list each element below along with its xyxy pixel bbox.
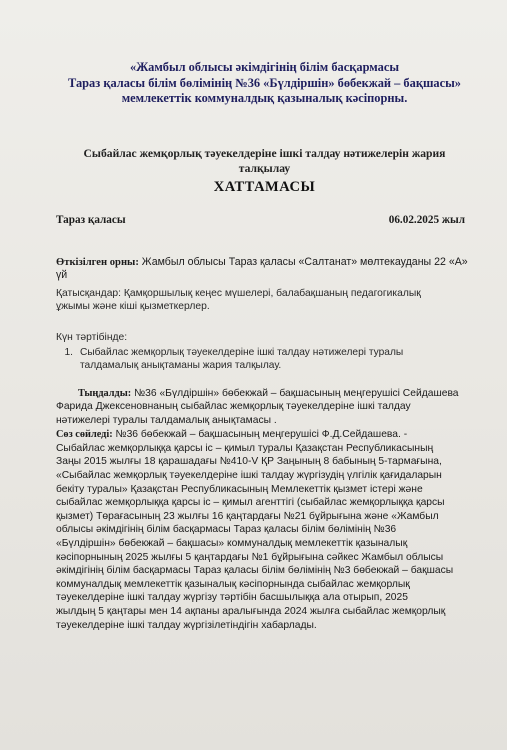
header-line-3: мемлекеттік коммуналдық қазыналық кәсіпорны.: [121, 91, 408, 105]
list-item: [56, 346, 473, 373]
spoke-line: облысы әкімдігінің білім басқармасы Тараз қаласы білім бөлімінің №36: [56, 524, 397, 536]
city: Тараз қаласы: [56, 213, 126, 226]
header-line-1: «Жамбыл облысы әкімдігінің білім басқармасы: [129, 60, 399, 74]
spoke-line: тәуекелдеріне ішкі талдау жүргізілетіндігін хабарлады.: [56, 619, 317, 631]
listened-label: Тыңдалды:: [78, 387, 132, 399]
spoke-line: кәсіпорнының 2025 жылғы 5 қаңтардағы №1 бұйрығына сәйкес Жамбыл облысы: [56, 551, 444, 563]
agenda-list: [56, 346, 473, 373]
spoke-line: коммуналдық мемлекеттік қазыналық кәсіпорнында сыбайлас жемқорлық: [56, 578, 410, 590]
venue-text: Жамбыл облысы Тараз қаласы «Салтанат» мөлтекауданы 22 «А»: [138, 255, 468, 268]
spoke-section: [56, 428, 473, 632]
spoke-line: әкімдігінің білім басқармасы Тараз қаласы білім бөлімінің №3 бөбекжай – бақшасы: [56, 565, 454, 577]
spoke-line: «Сыбайлас жемқорлық тәуекелдеріне ішкі талдау жүргізудің үлгілік қағидаларын: [56, 470, 442, 482]
spoke-line: Заңы 2015 жылғы 18 қарашадағы №410-V ҚР Заңының 8 бабының 5-тармағына,: [56, 456, 442, 468]
listened-section: [56, 387, 473, 428]
spoke-line: бекіту туралы» Қазақстан Республикасының Мемлекеттік қызмет істері және: [56, 483, 423, 495]
spoke-line-1: №36 бөбекжай – бақшасының меңгерушісі Ф.Д.Сейдашева. -: [112, 429, 408, 441]
subject-line-2: талқылау: [238, 161, 291, 175]
participants: [56, 287, 473, 314]
place-date-row: [56, 214, 473, 226]
header-line-2: Тараз қаласы білім бөлімінің №36 «Бүлдіршін» бөбекжай – бақшасы»: [68, 75, 461, 90]
participants-line-1: Қатысқандар: Қамқоршылық кеңес мүшелері, балабақшаның педагогикалық: [56, 287, 421, 299]
organization-header: [56, 60, 473, 107]
listened-line-1: №36 «Бүлдіршін» бөбекжай – бақшасының меңгерушісі Сейдашева: [131, 387, 459, 399]
agenda-item-number: 1.: [64, 346, 73, 358]
listened-line-2: Фарида Джексеновнаның сыбайлас жемқорлық тәуекелдеріне ішкі талдау: [56, 401, 411, 413]
participants-line-2: ұжымы және кіші қызметкерлер.: [56, 301, 210, 312]
spoke-line: жылдың 5 қаңтары мен 14 ақпаны аралығында 2024 жылға сыбайлас жемқорлық: [56, 606, 446, 617]
venue-text-2: үй: [56, 269, 68, 281]
spoke-line: тәуекелдеріне ішкі талдау жүргізу тәртібін басшылыққа ала отырып, 2025: [56, 592, 408, 604]
protocol-title: ХАТТАМАСЫ: [213, 178, 316, 195]
subject-line-1: Сыбайлас жемқорлық тәуекелдеріне ішкі талдау нәтижелерін жария: [83, 146, 446, 160]
venue-label: Өткізілген орны:: [56, 256, 139, 268]
spoke-line: қызмет) Төрағасының 23 жылғы 16 қаңтардағы №21 бұйрығына және «Жамбыл: [56, 510, 439, 522]
listened-line-3: нәтижелері туралы талдамалық анықтамасы .: [56, 414, 277, 426]
agenda-item-line-1: Сыбайлас жемқорлық тәуекелдеріне ішкі талдау нәтижелері туралы: [80, 346, 404, 358]
venue: [56, 256, 473, 283]
spoke-label: Сөз сөйледі:: [56, 429, 113, 441]
spoke-line: «Бүлдіршін» бөбекжай – бақшасы» коммуналдық мемлекеттік қазыналық: [56, 538, 408, 550]
document-subject: [56, 147, 473, 176]
date: 06.02.2025 жыл: [388, 213, 465, 226]
spoke-line: Сыбайлас жемқорлыққа қарсы іс – қимыл туралы Қазақстан Республикасының: [56, 442, 434, 454]
agenda-title: Күн тәртібінде:: [56, 331, 128, 343]
spoke-line: сыбайлас жемқорлыққа қарсы іс – қимыл агенттігі (сыбайлас жемқорлыққа қарсы: [56, 497, 445, 509]
agenda-item-line-2: талдамалық анықтаманы жария талқылау.: [80, 360, 282, 371]
